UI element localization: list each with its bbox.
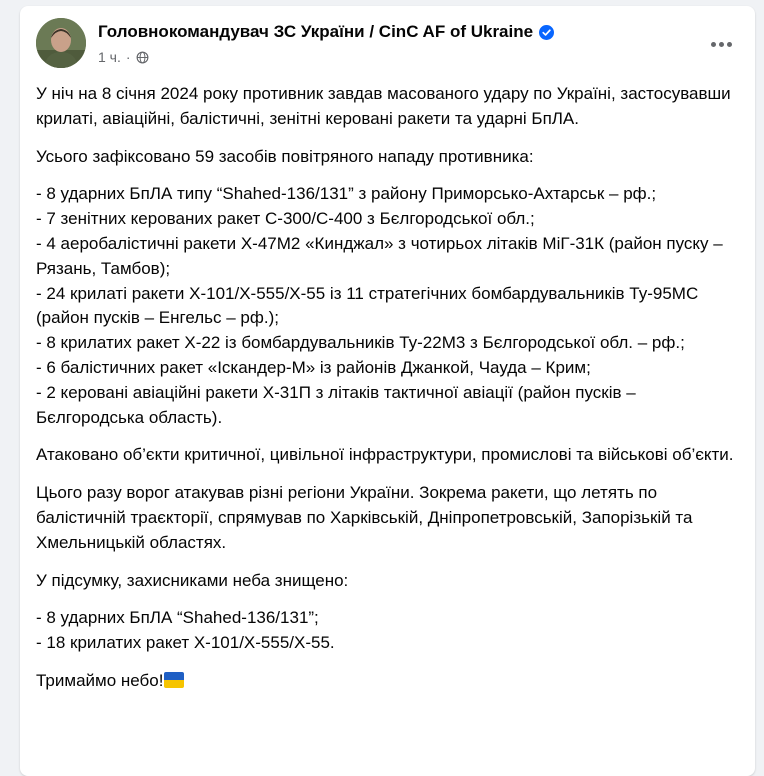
ukraine-flag-emoji [164, 672, 184, 688]
paragraph [36, 569, 736, 594]
more-dot [719, 42, 724, 47]
paragraph [36, 443, 736, 468]
author-line [98, 22, 554, 42]
verified-badge-icon [539, 25, 554, 40]
post-header [36, 18, 739, 70]
list-item: - 8 ударних БпЛА “Shahed-136/131”; [36, 608, 319, 628]
destroyed-list [36, 606, 736, 656]
paragraph [36, 82, 736, 132]
paragraph [36, 145, 736, 170]
paragraph-line: Цього разу ворог атакував різні регіони України. Зокрема ракети, що летять по балістичній траєкторії, спрямував по Харківській, Дніпропетровській, Запорізькій та Хмельницькій областях. [36, 483, 693, 552]
post-timestamp[interactable]: 1 ч. [98, 49, 121, 65]
closing-line [36, 669, 736, 694]
list-item: - 8 ударних БпЛА типу “Shahed-136/131” з району Приморсько-Ахтарськ – рф.; [36, 184, 657, 204]
post-card [20, 6, 755, 776]
list-item: - 18 крилатих ракет Х-101/Х-555/Х-55. [36, 633, 335, 653]
post-body [36, 82, 736, 707]
avatar-image [36, 18, 86, 68]
paragraph [36, 481, 736, 555]
globe-icon[interactable] [136, 51, 149, 64]
meta-separator: · [125, 49, 131, 65]
more-dot [711, 42, 716, 47]
more-options-icon[interactable] [703, 32, 739, 56]
list-item: - 8 крилатих ракет Х-22 із бомбардувальників Ту-22М3 з Бєлгородської обл. – рф.; [36, 333, 685, 353]
paragraph-line: У ніч на 8 січня 2024 року противник завдав масованого удару по Україні, застосувавши крилаті, авіаційні, балістичні, зенітні керовані ракети та ударні БпЛА. [36, 84, 731, 128]
author-name[interactable]: Головнокомандувач ЗС України / CinC AF of Ukraine [98, 22, 534, 41]
author-avatar[interactable] [36, 18, 86, 68]
paragraph-line: Усього зафіксовано 59 засобів повітряного нападу противника: [36, 146, 534, 166]
list-item: - 7 зенітних керованих ракет С-300/С-400 з Бєлгородської обл.; [36, 209, 535, 229]
list-item: - 24 крилаті ракети Х-101/Х-555/Х-55 із 11 стратегічних бомбардувальників Ту-95МС (район пусків – Енгельс – рф.); [36, 283, 699, 328]
post-meta [98, 49, 149, 65]
more-dot [727, 42, 732, 47]
paragraph-line: У підсумку, захисниками неба знищено: [36, 570, 349, 590]
closing-text: Тримаймо небо! [36, 670, 164, 690]
list-item: - 4 аеробалістичні ракети Х-47М2 «Кинджал» з чотирьох літаків МіГ-31К (район пуску – Рязань, Тамбов); [36, 233, 723, 278]
paragraph-line: Атаковано об’єкти критичної, цивільної інфраструктури, промислові та військові об’єкти. [36, 445, 734, 465]
list-item: - 6 балістичних ракет «Іскандер-М» із районів Джанкой, Чауда – Крим; [36, 357, 591, 377]
list-item: - 2 керовані авіаційні ракети Х-31П з літаків тактичної авіації (район пусків – Бєлгородська область). [36, 382, 636, 427]
attack-list [36, 182, 736, 430]
